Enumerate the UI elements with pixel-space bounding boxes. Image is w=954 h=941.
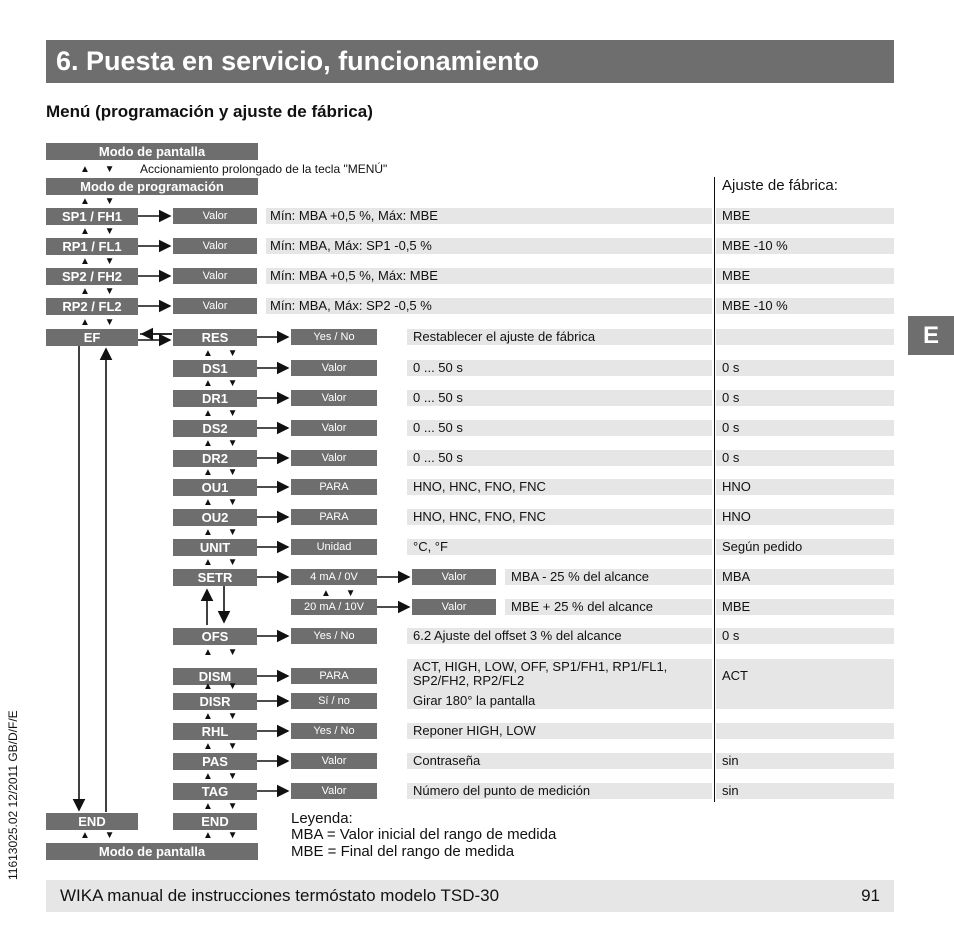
legend-mba: MBA = Valor inicial del rango de medida [291,826,557,843]
ef-item-box: TAG [173,783,257,800]
ef-item-box: DS1 [173,360,257,377]
up-down-icon: ▲ ▼ [203,771,244,782]
ef-item-box: DS2 [173,420,257,437]
up-down-icon: ▲ ▼ [203,527,244,538]
display-mode-box-bottom: Modo de pantalla [46,843,258,860]
description-text: HNO, HNC, FNO, FNC [413,509,546,524]
value-box: PARA [291,479,377,495]
setr-signal-box: 4 mA / 0V [291,569,377,585]
ef-item-box: DR1 [173,390,257,407]
value-box: Valor [412,599,496,615]
up-down-icon: ▲ ▼ [80,286,121,297]
value-box: Valor [291,450,377,466]
up-down-icon: ▲ ▼ [80,196,121,207]
footer-text: WIKA manual de instrucciones termóstato modelo TSD-30 [60,886,500,905]
factory-value: 0 s [722,390,740,405]
ef-item-box: OFS [173,628,257,645]
value-box: Sí / no [291,693,377,709]
value-box: Unidad [291,539,377,555]
up-down-icon: ▲ ▼ [80,317,121,328]
up-down-icon: ▲ ▼ [203,497,244,508]
up-down-icon: ▲ ▼ [203,801,244,812]
up-down-icon: ▲ ▼ [203,438,244,449]
factory-value: HNO [722,509,751,524]
value-box: PARA [291,668,377,684]
factory-value: MBE [722,208,751,223]
value-box: Valor [173,268,257,284]
description-text: HNO, HNC, FNO, FNC [413,479,546,494]
ef-item-box: UNIT [173,539,257,556]
menu-item-box: SP1 / FH1 [46,208,138,225]
up-down-icon: ▲ ▼ [203,557,244,568]
value-box: Valor [173,298,257,314]
up-down-icon: ▲ ▼ [203,647,244,658]
up-down-icon: ▲ ▼ [203,741,244,752]
up-down-icon: ▲ ▼ [80,256,121,267]
factory-value: MBA [722,569,751,584]
factory-value: MBE -10 % [722,238,788,253]
description-text: 6.2 Ajuste del offset 3 % del alcance [413,628,622,643]
description-text: 0 ... 50 s [413,450,463,465]
setr-box: SETR [173,569,257,586]
description-text: 0 ... 50 s [413,360,463,375]
description-text: MBA - 25 % del alcance [511,569,650,584]
description-text: °C, °F [413,539,448,554]
ef-item-box: DISM [173,668,257,685]
ef-item-box: DISR [173,693,257,710]
factory-value: ACT [722,668,748,683]
factory-value: 0 s [722,420,740,435]
description-text: Mín: MBA +0,5 %, Máx: MBE [270,208,438,223]
up-down-icon: ▲ ▼ [80,830,121,841]
value-box: Valor [291,360,377,376]
up-down-icon: ▲ ▼ [203,378,244,389]
document-code: 11613025.02 12/2011 GB/D/F/E [6,710,20,880]
description-text: Mín: MBA, Máx: SP1 -0,5 % [270,238,432,253]
ef-item-box: OU1 [173,479,257,496]
up-down-icon: ▲ ▼ [80,226,121,237]
description-text: Mín: MBA +0,5 %, Máx: MBE [270,268,438,283]
description-text: Contraseña [413,753,481,768]
menu-item-box: RP2 / FL2 [46,298,138,315]
factory-value: 0 s [722,628,740,643]
description-text: SP2/FH2, RP2/FL2 [413,673,525,688]
up-down-icon: ▲ ▼ [203,830,244,841]
ef-box: EF [46,329,138,346]
value-box: Valor [291,420,377,436]
description-text: 0 ... 50 s [413,420,463,435]
up-down-icon: ▲ ▼ [203,711,244,722]
factory-value: MBE [722,268,751,283]
value-box: Valor [291,390,377,406]
description-text: Restablecer el ajuste de fábrica [413,329,596,344]
setr-signal-box: 20 mA / 10V [291,599,377,615]
description-text: MBE + 25 % del alcance [511,599,653,614]
description-text: 0 ... 50 s [413,390,463,405]
factory-value: HNO [722,479,751,494]
value-box: Valor [291,753,377,769]
factory-value: MBE -10 % [722,298,788,313]
factory-header: Ajuste de fábrica: [722,177,838,194]
description-text: ACT, HIGH, LOW, OFF, SP1/FH1, RP1/FL1, [413,659,668,674]
value-box: Yes / No [291,329,377,345]
description-text: Reponer HIGH, LOW [413,723,536,738]
page-number: 91 [861,886,880,905]
value-box: Yes / No [291,723,377,739]
factory-value: sin [722,753,739,768]
description-text: Número del punto de medición [413,783,591,798]
footer [46,880,894,912]
factory-value: MBE [722,599,751,614]
value-box: Yes / No [291,628,377,644]
menu-item-box: RP1 / FL1 [46,238,138,255]
up-down-icon: ▲ ▼ [203,348,244,359]
description-text: Girar 180° la pantalla [413,693,536,708]
legend-title: Leyenda: [291,810,353,827]
legend-mbe: MBE = Final del rango de medida [291,843,515,860]
factory-value: 0 s [722,360,740,375]
factory-value: sin [722,783,739,798]
up-down-icon: ▲ ▼ [321,588,362,599]
up-down-icon: ▲ ▼ [80,164,121,175]
menu-item-box: SP2 / FH2 [46,268,138,285]
value-box: Valor [173,208,257,224]
programming-mode-box: Modo de programación [46,178,258,195]
ef-item-box: RHL [173,723,257,740]
hold-note: Accionamiento prolongado de la tecla "MENÚ" [140,162,388,176]
section-title: Menú (programación y ajuste de fábrica) [46,102,373,121]
up-down-icon: ▲ ▼ [203,408,244,419]
factory-value: 0 s [722,450,740,465]
display-mode-box-top: Modo de pantalla [46,143,258,160]
up-down-icon: ▲ ▼ [203,681,244,692]
language-tab: E [908,316,954,355]
up-down-icon: ▲ ▼ [203,467,244,478]
value-box: PARA [291,509,377,525]
description-text: Mín: MBA, Máx: SP2 -0,5 % [270,298,432,313]
end-box-right: END [173,813,257,830]
ef-item-box: PAS [173,753,257,770]
factory-value: Según pedido [722,539,803,554]
ef-item-box: DR2 [173,450,257,467]
ef-item-box: OU2 [173,509,257,526]
ef-item-box: RES [173,329,257,346]
value-box: Valor [412,569,496,585]
page-title: 6. Puesta en servicio, funcionamiento [46,40,894,83]
value-box: Valor [291,783,377,799]
end-box-left: END [46,813,138,830]
value-box: Valor [173,238,257,254]
